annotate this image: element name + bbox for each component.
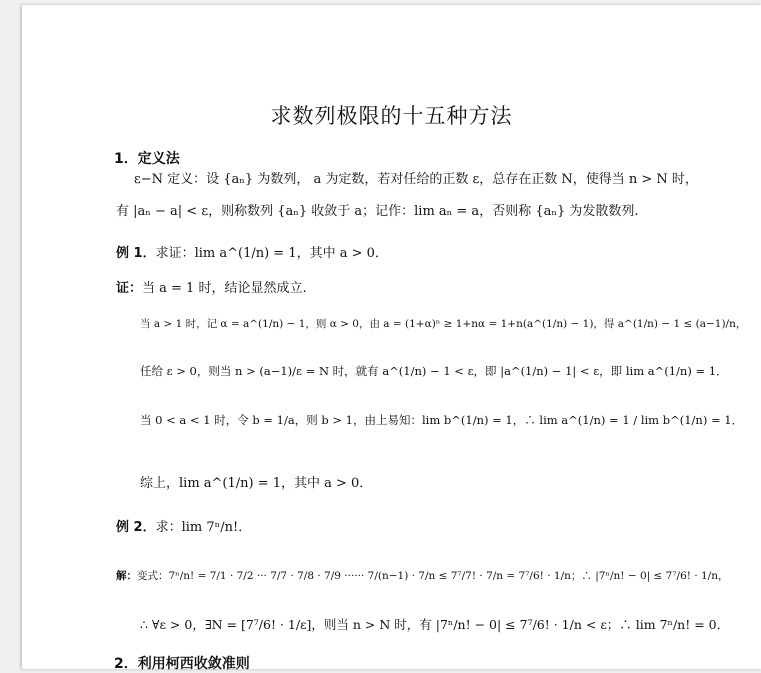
proof-row-1 <box>116 280 307 298</box>
example1-label: 例 1． <box>116 246 156 261</box>
example2-statement-row <box>116 519 251 537</box>
proof-line-5: 综上，lim a^(1/n) = 1，其中 a > 0． <box>140 476 373 491</box>
proof-line-4: 当 0 < a < 1 时，令 b = 1/a，则 b > 1，由上易知：lim b^(1/n) = 1，∴ lim a^(1/n) = 1 / lim b^(1/n) = 1． <box>140 413 744 427</box>
section2-heading: 2．利用柯西收敛准则 <box>114 656 250 672</box>
example1-statement: 求证：lim a^(1/n) = 1，其中 a > 0． <box>155 246 388 261</box>
definition-line-2: 有 |aₙ − a| < ε，则称数列 {aₙ} 收敛于 a；记作：lim aₙ = a，否则称 {aₙ} 为发散数列. <box>116 204 639 219</box>
document-page <box>22 5 761 672</box>
solution-label: 解： <box>116 570 137 582</box>
definition-line-1: ε−N 定义：设 {aₙ} 为数列， a 为定数，若对任给的正数 ε，总存在正数 N，使得当 n > N 时， <box>134 172 698 187</box>
proof-line-3: 任给 ε > 0，则当 n > (a−1)/ε = N 时，就有 a^(1/n) − 1 < ε，即 |a^(1/n) − 1| < ε，即 lim a^(1/n) = 1． <box>140 364 728 378</box>
document-title: 求数列极限的十五种方法 <box>270 104 513 128</box>
example2-statement: 求：lim 7ⁿ/n!． <box>155 520 252 535</box>
example1-statement-row <box>116 245 388 263</box>
example2-label: 例 2． <box>116 520 156 535</box>
section1-heading: 1．定义法 <box>114 151 180 167</box>
proof-line-2: 当 a > 1 时，记 α = a^(1/n) − 1，则 α > 0，由 a = (1+α)ⁿ ≥ 1+nα = 1+n(a^(1/n) − 1)，得 a^(1/n) − 1 ≤ (a−1)/n， <box>140 318 747 330</box>
proof-line-1: 当 a = 1 时，结论显然成立. <box>142 281 307 296</box>
proof-label: 证： <box>116 281 143 296</box>
solution-row-1 <box>116 567 728 585</box>
solution-line-2: ∴ ∀ε > 0，∃N = [7⁷/6! · 1/ε]，则当 n > N 时，有 |7ⁿ/n! − 0| ≤ 7⁷/6! · 1/n < ε；∴ lim 7ⁿ/n! = 0． <box>140 617 730 632</box>
solution-line-1: 变式：7ⁿ/n! = 7/1 · 7/2 ··· 7/7 · 7/8 · 7/9 ······ 7/(n−1) · 7/n ≤ 7⁷/7! · 7/n = 7⁷/6! · 1/n；∴ |7ⁿ/n! − 0| ≤ 7⁷/6! · 1/n， <box>137 570 729 582</box>
